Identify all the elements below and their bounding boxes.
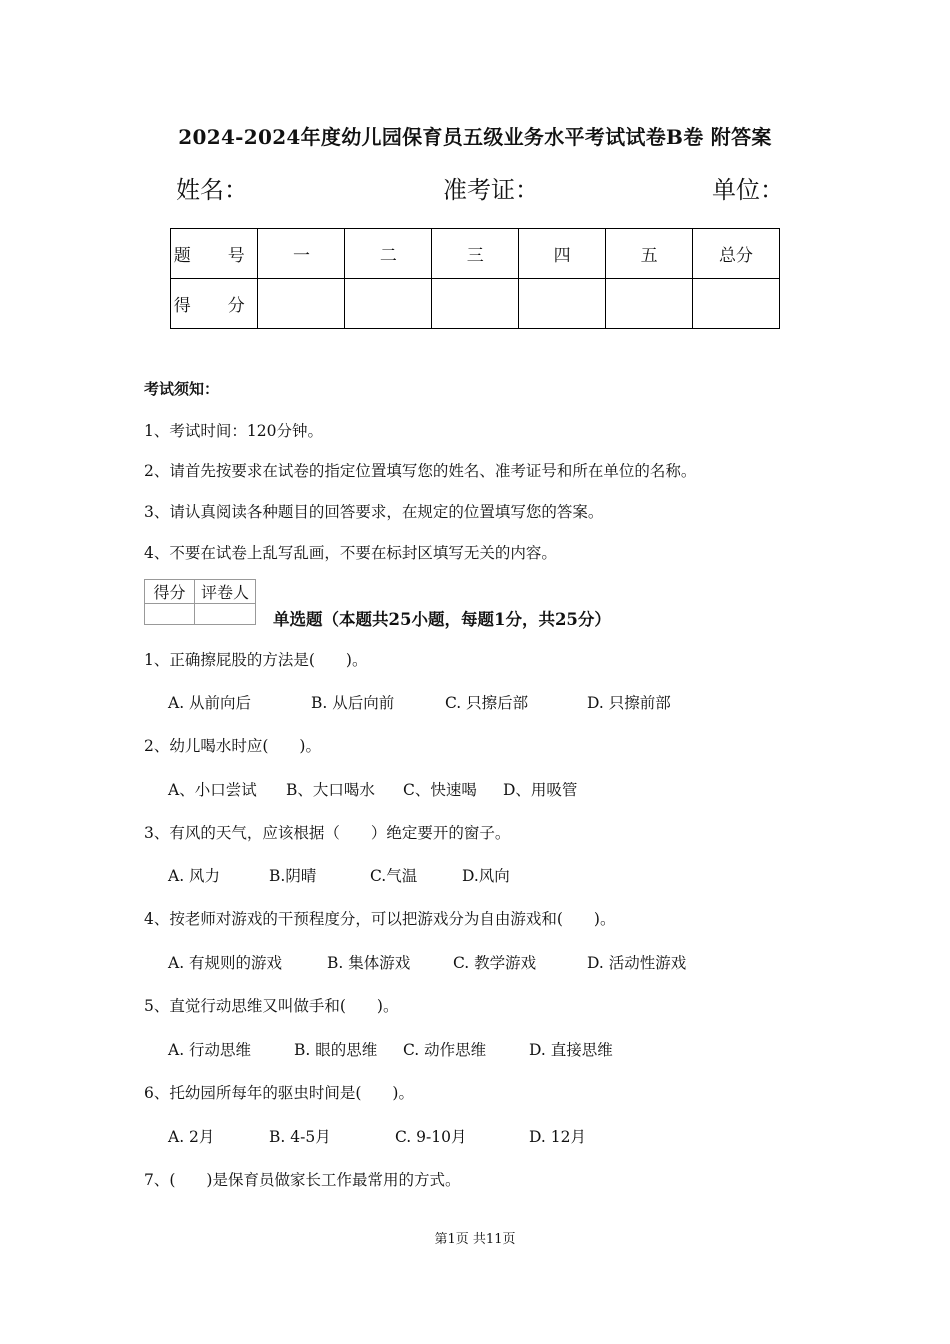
q2-option-a: A、小口尝试 (168, 781, 257, 799)
q1-option-d: D. 只擦前部 (587, 694, 671, 712)
q5-option-d: D. 直接思维 (529, 1041, 613, 1059)
score-cell[interactable] (432, 279, 519, 329)
question-3: 3、有风的天气，应该根据（ ）绝定要开的窗子。 (144, 824, 511, 842)
notice-item: 3、请认真阅读各种题目的回答要求，在规定的位置填写您的答案。 (144, 503, 604, 521)
question-1: 1、正确擦屁股的方法是( )。 (144, 651, 368, 669)
question-5: 5、直觉行动思维又叫做手和( )。 (144, 997, 399, 1015)
q2-option-d: D、用吸管 (503, 781, 578, 799)
q2-option-b: B、大口喝水 (286, 781, 375, 799)
score-table-header-row (171, 229, 780, 279)
score-cell-total[interactable] (693, 279, 780, 329)
q6-option-c: C. 9-10月 (395, 1128, 467, 1146)
score-cell[interactable] (519, 279, 606, 329)
q6-option-d: D. 12月 (529, 1128, 586, 1146)
question-2: 2、幼儿喝水时应( )。 (144, 737, 321, 755)
score-cell[interactable] (258, 279, 345, 329)
question-6: 6、托幼园所每年的驱虫时间是( )。 (144, 1084, 414, 1102)
grader-score-cell[interactable] (145, 604, 195, 625)
q2-option-c: C、快速喝 (403, 781, 477, 799)
unit-label: 单位： (712, 176, 784, 204)
grader-box (144, 579, 256, 625)
question-7: 7、( )是保育员做家长工作最常用的方式。 (144, 1171, 461, 1189)
q6-option-b: B. 4-5月 (269, 1128, 331, 1146)
score-table-col-3: 三 (432, 229, 519, 279)
q1-option-c: C. 只擦后部 (445, 694, 529, 712)
grader-score-label: 得分 (145, 580, 195, 604)
q3-option-a: A. 风力 (168, 867, 221, 885)
q3-option-d: D.风向 (462, 867, 510, 885)
notice-item: 2、请首先按要求在试卷的指定位置填写您的姓名、准考证号和所在单位的名称。 (144, 462, 697, 480)
grader-name-label: 评卷人 (195, 580, 256, 604)
page-footer: 第1页 共11页 (434, 1232, 516, 1247)
q4-option-b: B. 集体游戏 (327, 954, 411, 972)
page-title: 2024-2024年度幼儿园保育员五级业务水平考试试卷B卷 附答案 (178, 125, 772, 149)
grader-name-cell[interactable] (195, 604, 256, 625)
score-table-col-total: 总分 (693, 229, 780, 279)
score-table-col-2: 二 (345, 229, 432, 279)
score-table-header-label: 题 号 (171, 229, 258, 279)
notice-item: 4、不要在试卷上乱写乱画，不要在标封区填写无关的内容。 (144, 544, 557, 562)
notice-heading: 考试须知： (144, 380, 220, 398)
exam-id-label: 准考证： (443, 176, 539, 204)
q5-option-a: A. 行动思维 (168, 1041, 252, 1059)
q3-option-b: B.阴晴 (269, 867, 317, 885)
score-table-score-row (171, 279, 780, 329)
q1-option-a: A. 从前向后 (168, 694, 252, 712)
name-label: 姓名： (176, 176, 248, 204)
question-4: 4、按老师对游戏的干预程度分，可以把游戏分为自由游戏和( )。 (144, 910, 616, 928)
notice-item: 1、考试时间：120分钟。 (144, 422, 323, 440)
score-cell[interactable] (345, 279, 432, 329)
q4-option-c: C. 教学游戏 (453, 954, 537, 972)
score-table-score-label: 得 分 (171, 279, 258, 329)
score-table-col-5: 五 (606, 229, 693, 279)
score-table-col-1: 一 (258, 229, 345, 279)
q1-option-b: B. 从后向前 (311, 694, 395, 712)
q4-option-a: A. 有规则的游戏 (168, 954, 283, 972)
section-title: 单选题（本题共25小题，每题1分，共25分） (273, 610, 611, 629)
score-table-col-4: 四 (519, 229, 606, 279)
score-table (170, 228, 780, 329)
q3-option-c: C.气温 (370, 867, 418, 885)
q4-option-d: D. 活动性游戏 (587, 954, 687, 972)
q5-option-c: C. 动作思维 (403, 1041, 487, 1059)
score-cell[interactable] (606, 279, 693, 329)
q6-option-a: A. 2月 (168, 1128, 215, 1146)
q5-option-b: B. 眼的思维 (294, 1041, 378, 1059)
